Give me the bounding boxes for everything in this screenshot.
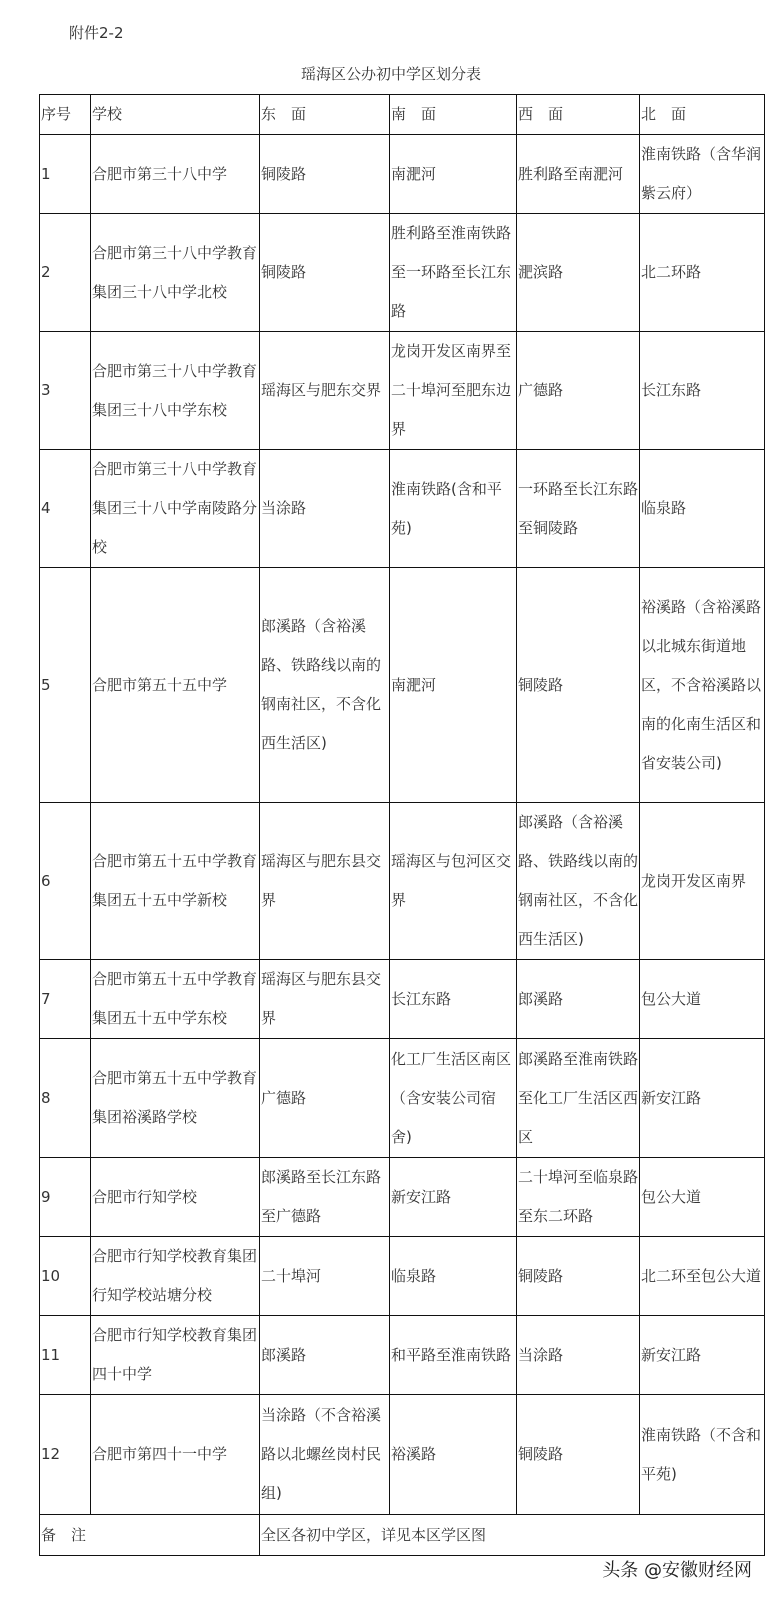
cell-no: 3 <box>40 332 91 450</box>
table-row <box>40 960 765 1039</box>
cell-east: 郎溪路至长江东路至广德路 <box>260 1158 390 1237</box>
cell-south: 南淝河 <box>390 568 517 803</box>
cell-south: 临泉路 <box>390 1237 517 1316</box>
cell-west: 铜陵路 <box>517 568 640 803</box>
cell-west: 胜利路至南淝河 <box>517 135 640 214</box>
cell-no: 7 <box>40 960 91 1039</box>
table-row <box>40 214 765 332</box>
cell-school: 合肥市第五十五中学 <box>91 568 260 803</box>
cell-school: 合肥市行知学校教育集团行知学校站塘分校 <box>91 1237 260 1316</box>
document-title: 瑶海区公办初中学区划分表 <box>300 65 481 83</box>
cell-no: 4 <box>40 450 91 568</box>
cell-east: 郎溪路（含裕溪路、铁路线以南的钢南社区，不含化西生活区) <box>260 568 390 803</box>
cell-south: 龙岗开发区南界至二十埠河至肥东边界 <box>390 332 517 450</box>
cell-west: 铜陵路 <box>517 1395 640 1515</box>
table-header-row <box>40 95 765 135</box>
cell-no: 10 <box>40 1237 91 1316</box>
header-south: 南 面 <box>390 95 517 135</box>
cell-no: 2 <box>40 214 91 332</box>
cell-school: 合肥市第三十八中学教育集团三十八中学东校 <box>91 332 260 450</box>
cell-south: 南淝河 <box>390 135 517 214</box>
cell-north: 临泉路 <box>640 450 765 568</box>
school-district-table <box>39 94 765 1556</box>
cell-north: 长江东路 <box>640 332 765 450</box>
table-row <box>40 803 765 960</box>
cell-east: 二十埠河 <box>260 1237 390 1316</box>
cell-east: 郎溪路 <box>260 1316 390 1395</box>
watermark: 头条 @安徽财经网 <box>602 1560 752 1581</box>
cell-north: 包公大道 <box>640 960 765 1039</box>
table-row <box>40 1158 765 1237</box>
header-east: 东 面 <box>260 95 390 135</box>
cell-south: 和平路至淮南铁路 <box>390 1316 517 1395</box>
cell-south: 化工厂生活区南区（含安装公司宿舍) <box>390 1039 517 1158</box>
table-row <box>40 450 765 568</box>
cell-no: 1 <box>40 135 91 214</box>
cell-east: 瑶海区与肥东交界 <box>260 332 390 450</box>
cell-east: 铜陵路 <box>260 214 390 332</box>
header-west: 西 面 <box>517 95 640 135</box>
cell-school: 合肥市第三十八中学 <box>91 135 260 214</box>
header-school: 学校 <box>91 95 260 135</box>
table-row <box>40 1395 765 1515</box>
cell-west: 当涂路 <box>517 1316 640 1395</box>
table-row <box>40 1316 765 1395</box>
cell-north: 裕溪路（含裕溪路以北城东街道地区，不含裕溪路以南的化南生活区和省安装公司) <box>640 568 765 803</box>
cell-school: 合肥市第三十八中学教育集团三十八中学北校 <box>91 214 260 332</box>
cell-no: 8 <box>40 1039 91 1158</box>
cell-south: 长江东路 <box>390 960 517 1039</box>
cell-north: 北二环至包公大道 <box>640 1237 765 1316</box>
cell-west: 广德路 <box>517 332 640 450</box>
cell-east: 当涂路（不含裕溪路以北螺丝岗村民组) <box>260 1395 390 1515</box>
cell-west: 郎溪路（含裕溪路、铁路线以南的钢南社区，不含化西生活区) <box>517 803 640 960</box>
remarks-row <box>40 1515 765 1556</box>
cell-no: 11 <box>40 1316 91 1395</box>
cell-north: 包公大道 <box>640 1158 765 1237</box>
table-row <box>40 568 765 803</box>
cell-north: 新安江路 <box>640 1316 765 1395</box>
table-row <box>40 1237 765 1316</box>
cell-north: 淮南铁路（不含和平苑) <box>640 1395 765 1515</box>
cell-south: 胜利路至淮南铁路至一环路至长江东路 <box>390 214 517 332</box>
cell-school: 合肥市行知学校教育集团四十中学 <box>91 1316 260 1395</box>
remarks-text: 全区各初中学区，详见本区学区图 <box>260 1515 765 1556</box>
cell-south: 裕溪路 <box>390 1395 517 1515</box>
cell-north: 淮南铁路（含华润紫云府） <box>640 135 765 214</box>
table-row <box>40 332 765 450</box>
table-row <box>40 135 765 214</box>
cell-school: 合肥市第三十八中学教育集团三十八中学南陵路分校 <box>91 450 260 568</box>
cell-no: 6 <box>40 803 91 960</box>
cell-east: 瑶海区与肥东县交界 <box>260 960 390 1039</box>
cell-south: 瑶海区与包河区交界 <box>390 803 517 960</box>
table-row <box>40 1039 765 1158</box>
header-north: 北 面 <box>640 95 765 135</box>
cell-west: 郎溪路 <box>517 960 640 1039</box>
cell-west: 二十埠河至临泉路至东二环路 <box>517 1158 640 1237</box>
cell-west: 铜陵路 <box>517 1237 640 1316</box>
cell-school: 合肥市第五十五中学教育集团裕溪路学校 <box>91 1039 260 1158</box>
cell-east: 铜陵路 <box>260 135 390 214</box>
remarks-label: 备 注 <box>40 1515 260 1556</box>
cell-north: 北二环路 <box>640 214 765 332</box>
cell-school: 合肥市第五十五中学教育集团五十五中学东校 <box>91 960 260 1039</box>
cell-west: 一环路至长江东路至铜陵路 <box>517 450 640 568</box>
attachment-label: 附件2-2 <box>69 24 124 42</box>
cell-school: 合肥市行知学校 <box>91 1158 260 1237</box>
cell-south: 淮南铁路(含和平苑) <box>390 450 517 568</box>
cell-east: 当涂路 <box>260 450 390 568</box>
header-no: 序号 <box>40 95 91 135</box>
cell-no: 9 <box>40 1158 91 1237</box>
cell-no: 12 <box>40 1395 91 1515</box>
cell-west: 淝滨路 <box>517 214 640 332</box>
cell-no: 5 <box>40 568 91 803</box>
cell-north: 新安江路 <box>640 1039 765 1158</box>
cell-north: 龙岗开发区南界 <box>640 803 765 960</box>
cell-west: 郎溪路至淮南铁路至化工厂生活区西区 <box>517 1039 640 1158</box>
cell-school: 合肥市第四十一中学 <box>91 1395 260 1515</box>
cell-east: 广德路 <box>260 1039 390 1158</box>
cell-east: 瑶海区与肥东县交界 <box>260 803 390 960</box>
cell-south: 新安江路 <box>390 1158 517 1237</box>
cell-school: 合肥市第五十五中学教育集团五十五中学新校 <box>91 803 260 960</box>
